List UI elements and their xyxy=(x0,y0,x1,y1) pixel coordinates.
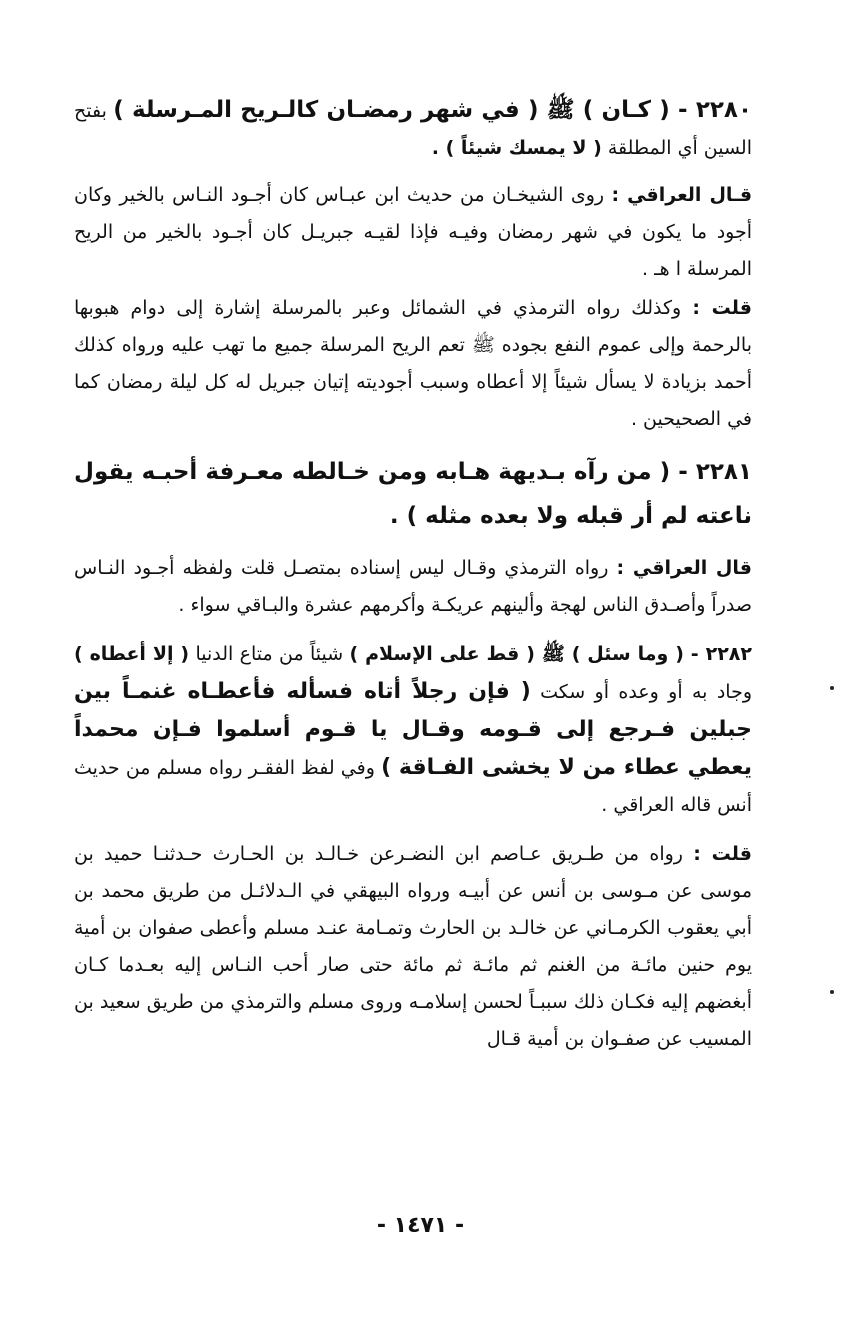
hadith-2282-text3: وفي لفظ الفقـر رواه مسلم من حديث أنس قاله العراقي . xyxy=(74,757,752,816)
hadith-2280-text: بفتح السين أي المطلقة xyxy=(74,100,752,159)
hadith-2282-mid: ( إلا أعطاه ) xyxy=(74,643,190,665)
commentary-qultu-1 xyxy=(74,290,752,438)
page-number: - ١٤٧١ - xyxy=(376,1213,465,1238)
commentary-qultu-2-label: قلت : xyxy=(693,843,752,865)
hadith-2281-text: ٢٢٨١ - ( من رآه بـديهة هـابه ومن خـالطه معـرفة أحبـه يقول ناعته لم أر قبله ولا بعده مثله ) . xyxy=(74,459,752,529)
hadith-2280 xyxy=(74,92,752,167)
commentary-iraqi-1-label: قـال العراقي : xyxy=(611,184,753,206)
margin-dot xyxy=(830,686,834,690)
commentary-qultu-2 xyxy=(74,836,752,1058)
hadith-2282-text2: وجاد به أو وعده أو سكت xyxy=(530,681,752,703)
commentary-iraqi-2-label: قال العراقي : xyxy=(616,557,752,579)
commentary-iraqi-2-text: رواه الترمذي وقـال ليس إسناده بمتصـل قلت ولفظه أجـود النـاس صدراً وأصـدق الناس لهجة وألينهم عريكـة وأكرمهم عشرة والبـاقي سواء . xyxy=(74,557,752,616)
hadith-2282 xyxy=(74,636,752,824)
hadith-2281 xyxy=(74,450,752,538)
commentary-iraqi-2 xyxy=(74,550,752,624)
commentary-qultu-2-text: رواه من طـريق عـاصم ابن النضـرعن خـالـد بن الحـارث حـدثنـا حميد بن موسى عن مـوسى بن أنس عن أبيـه ورواه البيهقي في الـدلائـل من طريق محمد بن أبي يعقوب الكرمـاني عن خالـد بن الحارث وتمـامة عنـد مسلم وأعطى صفوان بن أمية يوم حنين مائـة من الغنم ثم مائـة ثم مائة حتى صار أحب النـاس إليه بعـدما كـان أبغضهم إليه فكـان ذلك سببـاً لحسن إسلامـه وروى مسلم والترمذي من طريق سعيد بن المسيب عن صفـوان بن أمية قـال xyxy=(74,843,752,1050)
commentary-qultu-1-label: قلت : xyxy=(692,297,752,319)
commentary-qultu-1-text: وكذلك رواه الترمذي في الشمائل وعبر بالمرسلة إشارة إلى دوام هبوبها بالرحمة وإلى عموم النفع بجوده ﷺ تعم الريح المرسلة جميع ما تهب عليه ورواه كذلك أحمد بزيادة لا يسأل شيئاً إلا أعطاه وسبب أجوديته إتيان جبريل له كل ليلة رمضان كما في الصحيحين . xyxy=(74,297,752,430)
hadith-2282-mid2: ( فإن رجلاً أتاه فسأله فأعطـاه غنمـاً بين جبلين فـرجع إلى قـومه وقـال يا قـوم أسلموا فـإن محمداً يعطي عطاء من لا يخشى الفـاقة ) xyxy=(74,679,752,780)
hadith-2280-tail: ( لا يمسك شيئاً ) . xyxy=(431,137,602,159)
page-body xyxy=(74,92,752,1058)
hadith-2280-head: ٢٢٨٠ - ( كـان ) ﷺ ( في شهر رمضـان كالـريح المـرسلة ) xyxy=(113,97,753,123)
margin-dot xyxy=(830,990,834,994)
commentary-iraqi-1 xyxy=(74,177,752,288)
commentary-iraqi-1-text: روى الشيخـان من حديث ابن عبـاس كان أجـود النـاس بالخير وكان أجود ما يكون في شهر رمضان وفيـه فإذا لقيـه جبريـل كان أجـود بالخير من الريح المرسلة ا هـ . xyxy=(74,184,752,280)
hadith-2282-text1: شيئاً من متاع الدنيا xyxy=(189,643,350,665)
hadith-2282-head: ٢٢٨٢ - ( وما سئل ) ﷺ ( قط على الإسلام ) xyxy=(349,643,752,665)
